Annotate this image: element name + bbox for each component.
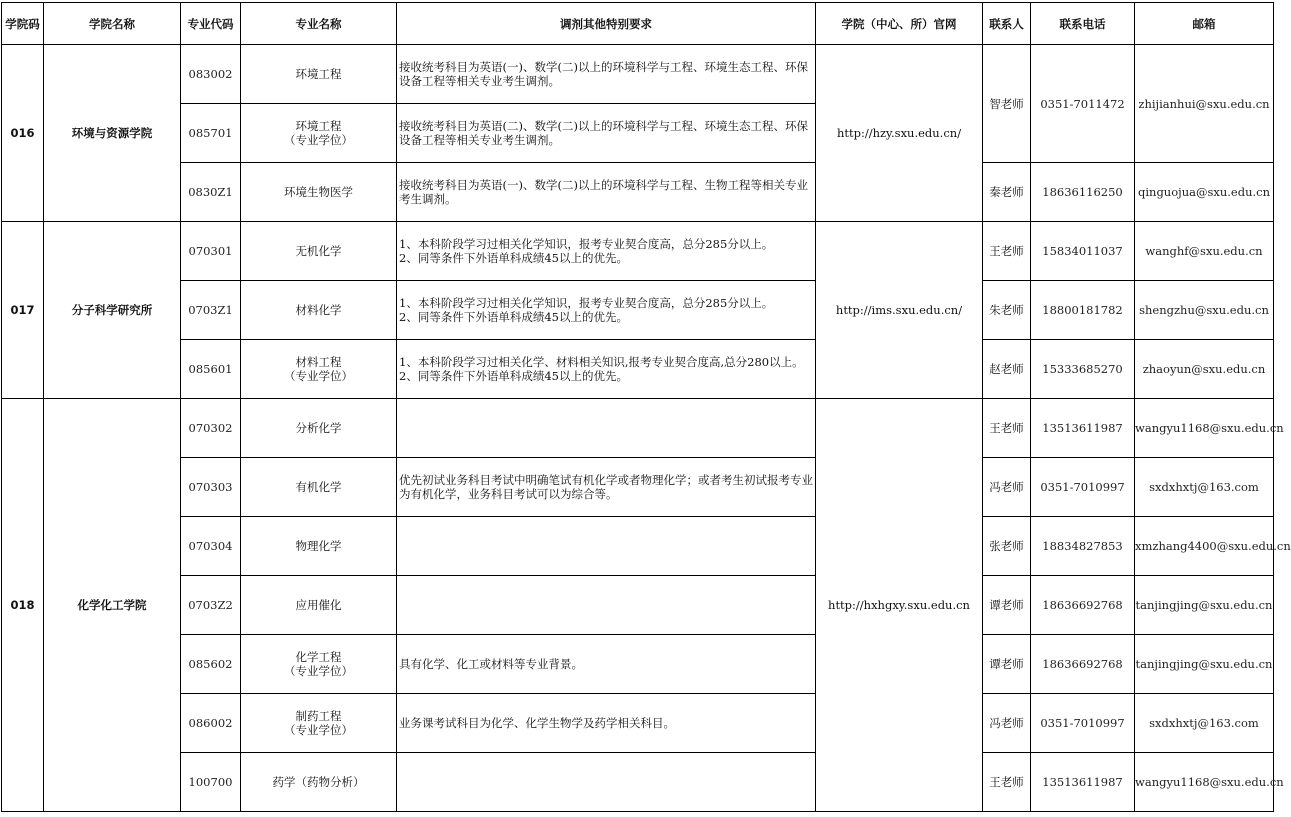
major-name: 材料工程 （专业学位） [241,340,397,399]
college-code: 018 [2,399,44,812]
major-code: 100700 [181,753,241,812]
contact-phone: 15834011037 [1031,222,1135,281]
contact-person: 朱老师 [983,281,1031,340]
major-code: 0830Z1 [181,163,241,222]
contact-person: 谭老师 [983,576,1031,635]
table-row [2,399,1274,458]
table-row [2,753,1274,812]
college-website[interactable]: http://ims.sxu.edu.cn/ [816,222,983,399]
major-code: 085601 [181,340,241,399]
contact-phone: 0351-7010997 [1031,458,1135,517]
requirements [397,517,816,576]
table-row [2,45,1274,104]
header-college-name: 学院名称 [44,3,181,45]
contact-person: 王老师 [983,222,1031,281]
contact-person: 冯老师 [983,694,1031,753]
contact-phone: 18636116250 [1031,163,1135,222]
contact-person: 冯老师 [983,458,1031,517]
major-name: 环境工程 [241,45,397,104]
major-name: 环境工程 （专业学位） [241,104,397,163]
major-name: 材料化学 [241,281,397,340]
header-row [2,3,1274,45]
contact-email[interactable]: wangyu1168@sxu.edu.cn [1135,753,1274,812]
contact-person: 秦老师 [983,163,1031,222]
header-major-code: 专业代码 [181,3,241,45]
major-code: 070301 [181,222,241,281]
major-name: 有机化学 [241,458,397,517]
header-major-name: 专业名称 [241,3,397,45]
college-name: 分子科学研究所 [44,222,181,399]
contact-phone: 13513611987 [1031,399,1135,458]
contact-email[interactable]: xmzhang4400@sxu.edu.cn [1135,517,1274,576]
college-name: 化学化工学院 [44,399,181,812]
major-code: 085602 [181,635,241,694]
requirements: 接收统考科目为英语(一)、数学(二)以上的环境科学与工程、环境生态工程、环保设备工程等相关专业考生调剂。 [397,45,816,104]
college-name: 环境与资源学院 [44,45,181,222]
header-requirements: 调剂其他特别要求 [397,3,816,45]
major-name: 药学（药物分析） [241,753,397,812]
requirements: 业务课考试科目为化学、化学生物学及药学相关科目。 [397,694,816,753]
contact-phone: 0351-7010997 [1031,694,1135,753]
contact-person: 赵老师 [983,340,1031,399]
contact-person: 王老师 [983,753,1031,812]
requirements: 接收统考科目为英语(二)、数学(二)以上的环境科学与工程、环境生态工程、环保设备工程等相关专业考生调剂。 [397,104,816,163]
requirements: 具有化学、化工或材料等专业背景。 [397,635,816,694]
header-email: 邮箱 [1135,3,1274,45]
header-contact-person: 联系人 [983,3,1031,45]
contact-phone: 18636692768 [1031,576,1135,635]
header-phone: 联系电话 [1031,3,1135,45]
major-code: 085701 [181,104,241,163]
requirements [397,576,816,635]
major-name: 分析化学 [241,399,397,458]
table-row [2,576,1274,635]
contact-email[interactable]: qinguojua@sxu.edu.cn [1135,163,1274,222]
table-row [2,694,1274,753]
requirements: 1、本科阶段学习过相关化学知识，报考专业契合度高，总分285分以上。 2、同等条件下外语单科成绩45以上的优先。 [397,222,816,281]
college-website[interactable]: http://hxhgxy.sxu.edu.cn [816,399,983,812]
contact-email[interactable]: wangyu1168@sxu.edu.cn [1135,399,1274,458]
major-name: 环境生物医学 [241,163,397,222]
major-name: 制药工程 （专业学位） [241,694,397,753]
major-name: 化学工程 （专业学位） [241,635,397,694]
contact-email[interactable]: sxdxhxtj@163.com [1135,458,1274,517]
contact-person: 王老师 [983,399,1031,458]
contact-email[interactable]: tanjingjing@sxu.edu.cn [1135,635,1274,694]
major-name: 物理化学 [241,517,397,576]
major-code: 0703Z1 [181,281,241,340]
contact-email[interactable]: tanjingjing@sxu.edu.cn [1135,576,1274,635]
contact-person: 谭老师 [983,635,1031,694]
requirements [397,399,816,458]
contact-email[interactable]: wanghf@sxu.edu.cn [1135,222,1274,281]
contact-phone: 18636692768 [1031,635,1135,694]
contact-person: 智老师 [983,45,1031,163]
table-row [2,340,1274,399]
major-code: 083002 [181,45,241,104]
table-row [2,281,1274,340]
requirements: 优先初试业务科目考试中明确笔试有机化学或者物理化学；或者考生初试报考专业为有机化学，业务科目考试可以为综合等。 [397,458,816,517]
table-row [2,458,1274,517]
major-code: 070304 [181,517,241,576]
table-row [2,222,1274,281]
requirements: 接收统考科目为英语(一)、数学(二)以上的环境科学与工程、生物工程等相关专业考生调剂。 [397,163,816,222]
major-code: 0703Z2 [181,576,241,635]
contact-email[interactable]: sxdxhxtj@163.com [1135,694,1274,753]
contact-person: 张老师 [983,517,1031,576]
requirements: 1、本科阶段学习过相关化学、材料相关知识,报考专业契合度高,总分280以上。 2、同等条件下外语单科成绩45以上的优先。 [397,340,816,399]
major-name: 无机化学 [241,222,397,281]
contact-email[interactable]: zhijianhui@sxu.edu.cn [1135,45,1274,163]
adjustment-table [1,2,1291,812]
contact-phone: 13513611987 [1031,753,1135,812]
major-name: 应用催化 [241,576,397,635]
header-college-code: 学院码 [2,3,44,45]
major-code: 086002 [181,694,241,753]
contact-email[interactable]: zhaoyun@sxu.edu.cn [1135,340,1274,399]
contact-email[interactable]: shengzhu@sxu.edu.cn [1135,281,1274,340]
major-code: 070303 [181,458,241,517]
table-row [2,163,1274,222]
header-website: 学院（中心、所）官网 [816,3,983,45]
requirements [397,753,816,812]
table-row [2,517,1274,576]
contact-phone: 15333685270 [1031,340,1135,399]
contact-phone: 18800181782 [1031,281,1135,340]
contact-phone: 0351-7011472 [1031,45,1135,163]
college-code: 016 [2,45,44,222]
table-row [2,635,1274,694]
college-website[interactable]: http://hzy.sxu.edu.cn/ [816,45,983,222]
major-code: 070302 [181,399,241,458]
college-code: 017 [2,222,44,399]
contact-phone: 18834827853 [1031,517,1135,576]
requirements: 1、本科阶段学习过相关化学知识，报考专业契合度高，总分285分以上。 2、同等条件下外语单科成绩45以上的优先。 [397,281,816,340]
